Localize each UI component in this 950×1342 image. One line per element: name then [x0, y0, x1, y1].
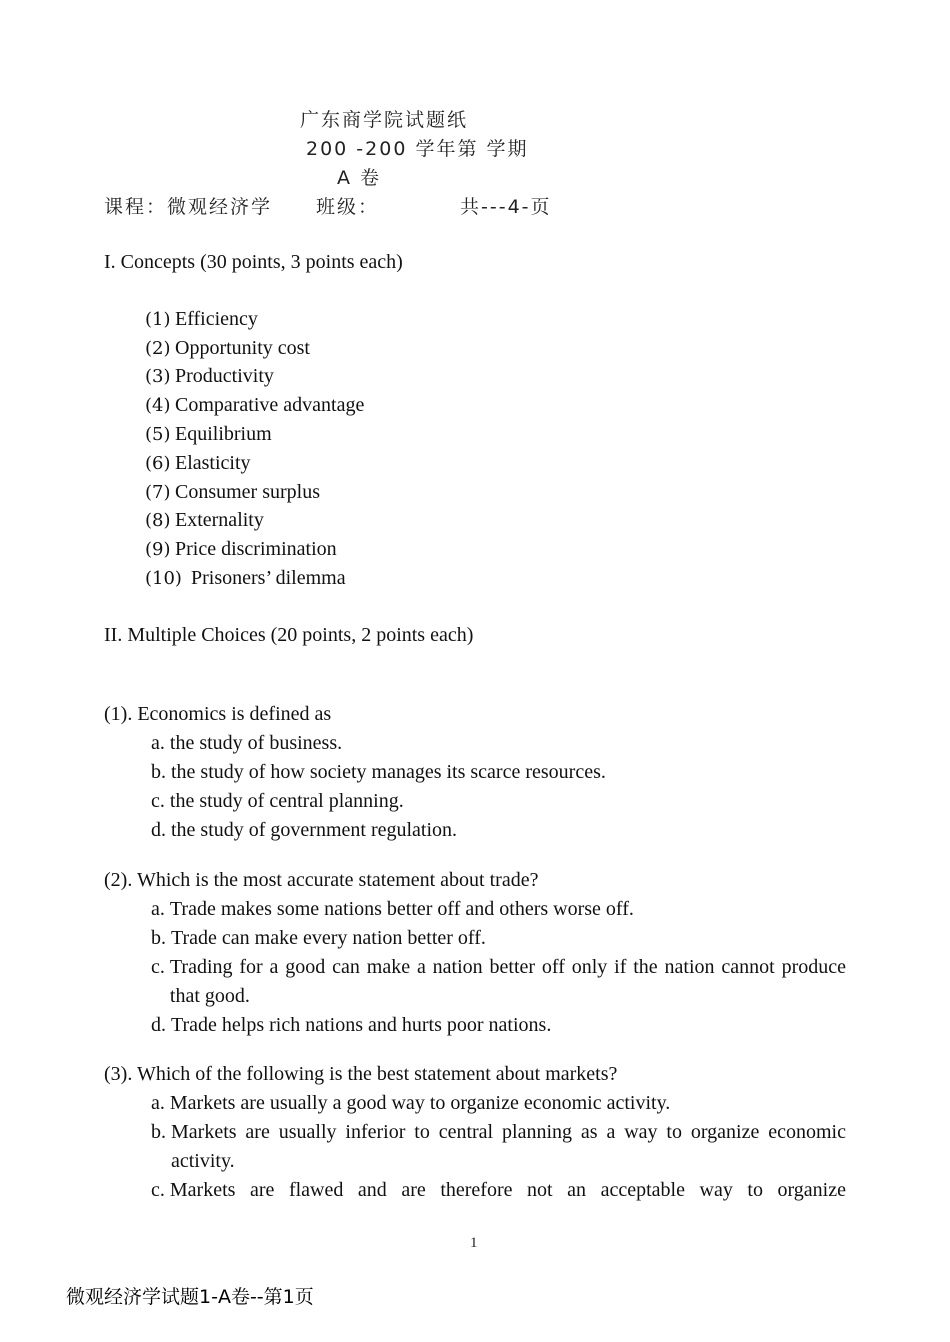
question-2 [104, 866, 846, 1040]
option-d: d. the study of government regulation. [151, 819, 458, 841]
class-label: 班级： [316, 196, 380, 218]
document-footer-title: 微观经济学试题1-A卷--第1页 [66, 1286, 314, 1308]
question-1 [104, 700, 846, 845]
list-item: (3) Productivity [145, 365, 274, 388]
page-number: 1 [470, 1235, 478, 1251]
option-d: d. Trade helps rich nations and hurts poor nations. [151, 1014, 552, 1036]
list-item: (6) Elasticity [145, 451, 251, 474]
option-b: b. Trade can make every nation better off. [151, 927, 486, 949]
option-c: c. Trading for a good can make a nation better off only if the nation cannot produce that good. [151, 956, 846, 1007]
question-3 [104, 1060, 846, 1205]
question-stem: (3). Which of the following is the best statement about markets? [104, 1063, 618, 1085]
concepts-list [145, 305, 364, 593]
option-c: c. Markets are flawed and are therefore not an acceptable way to organize [151, 1179, 846, 1201]
question-stem: (2). Which is the most accurate statement about trade? [104, 869, 539, 891]
option-a: a. Trade makes some nations better off and others worse off. [151, 898, 634, 920]
academic-year-line: 200 -200 学年第 学期 [306, 138, 529, 160]
section-concepts-title: I. Concepts (30 points, 3 points each) [104, 251, 403, 273]
course-label: 课程：微观经济学 [104, 196, 273, 218]
list-item: (7) Consumer surplus [145, 480, 320, 503]
school-title: 广东商学院试题纸 [300, 109, 469, 131]
list-item: (9) Price discrimination [145, 538, 337, 561]
option-b: b. the study of how society manages its scarce resources. [151, 761, 606, 783]
option-a: a. Markets are usually a good way to organize economic activity. [151, 1092, 671, 1114]
paper-version: A 卷 [337, 167, 382, 189]
list-item: (5) Equilibrium [145, 423, 272, 446]
option-a: a. the study of business. [151, 732, 343, 754]
question-stem: (1). Economics is defined as [104, 703, 332, 725]
option-b: b. Markets are usually inferior to central planning as a way to organize economic activity. [151, 1121, 846, 1172]
list-item: (2) Opportunity cost [145, 336, 310, 359]
list-item: (8) Externality [145, 509, 264, 532]
section-multiple-choice-title: II. Multiple Choices (20 points, 2 points each) [104, 624, 474, 646]
list-item: (10) Prisoners’ dilemma [145, 567, 346, 590]
list-item: (1) Efficiency [145, 307, 258, 330]
page-count-label: 共---4-页 [460, 196, 552, 218]
option-c: c. the study of central planning. [151, 790, 404, 812]
list-item: (4) Comparative advantage [145, 394, 365, 417]
